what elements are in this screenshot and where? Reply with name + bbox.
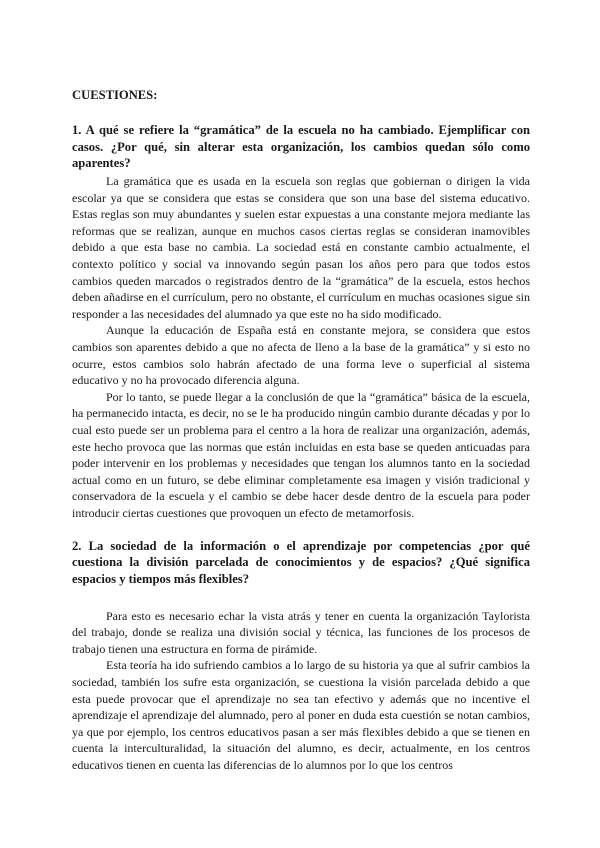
q2-paragraph-1: Para esto es necesario echar la vista atrás y tener en cuenta la organización Taylorista del trabajo, donde se realiza una división social y técnica, las funciones de los procesos de trabajo tienen una estructura en forma de pirámide. bbox=[72, 608, 530, 656]
q1-paragraph-1: La gramática que es usada en la escuela son reglas que gobiernan o dirigen la vida escolar ya que se considera que estas se considera que son una base del sistema educativo. Estas reglas son muy abundantes y suelen estar expuestas a una constante mejora mediante las reformas que se realizan, aunque en muchos casos ciertas reglas se consideran inamovibles debido a que esta base no cambia. La sociedad está en constante cambio actualmente, el contexto político y social va innovando según pasan los años pero para que todos estos cambios queden marcados o registrados dentro de la “gramática” de la escuela, estos hechos deben añadirse en el currículum, pero no obstante, el currículum en muchas ocasiones sigue sin responder a las necesidades del alumnado ya que este no ha sido modificado. bbox=[72, 174, 530, 321]
q1-paragraph-2: Aunque la educación de España está en constante mejora, se considera que estos cambios son aparentes debido a que no afecta de lleno a la base de la gramática” y si esto no ocurre, estos cambios solo habrán afectado de una forma leve o superficial al sistema educativo y no ha provocado diferencia alguna. bbox=[72, 323, 530, 388]
q2-paragraph-2: Esta teoría ha ido sufriendo cambios a lo largo de su historia ya que al sufrir cambios la sociedad, también los sufre esta organización, se cuestiona la visión parcelada debido a que esta puede provocar que el aprendizaje no sea tan efectivo y además que no incentive el aprendizaje el aprendizaje del alumnado, pero al poner en duda esta cuestión se notan cambios, ya que por ejemplo, los centros educativos pasan a ser más flexibles debido a que se tienen en cuenta la interculturalidad, la situación del alumno, es decir, actualmente, en los centros educativos tienen en cuenta las diferencias de lo alumnos por lo que los centros bbox=[72, 658, 530, 773]
q1-paragraph-3: Por lo tanto, se puede llegar a la conclusión de que la “gramática” básica de la escuela, ha permanecido intacta, es decir, no se le ha producido ningún cambio durante décadas y por lo cual esto puede ser un problema para el centro a la hora de realizar una organización, además, este hecho provoca que las normas que están incluidas en esta base se queden anticuadas para poder intervenir en los problemas y necesidades que tengan los alumnos tanto en la sociedad actual como en un futuro, se debe eliminar completamente esa imagen y visión tradicional y conservadora de la escuela y el cambio se debe hacer desde dentro de la escuela para poder introducir ciertas cuestiones que provoquen un efecto de metamorfosis. bbox=[72, 389, 530, 520]
section-heading: CUESTIONES: bbox=[72, 88, 158, 102]
question-1: 1. A qué se refiere la “gramática” de la escuela no ha cambiado. Ejemplificar con casos. ¿Por qué, sin alterar esta organización, los cambios quedan sólo como aparentes? bbox=[72, 123, 530, 171]
question-2: 2. La sociedad de la información o el aprendizaje por competencias ¿por qué cuestiona la división parcelada de conocimientos y de espacios? ¿Qué significa espacios y tiempos más flexibles? bbox=[72, 538, 530, 586]
